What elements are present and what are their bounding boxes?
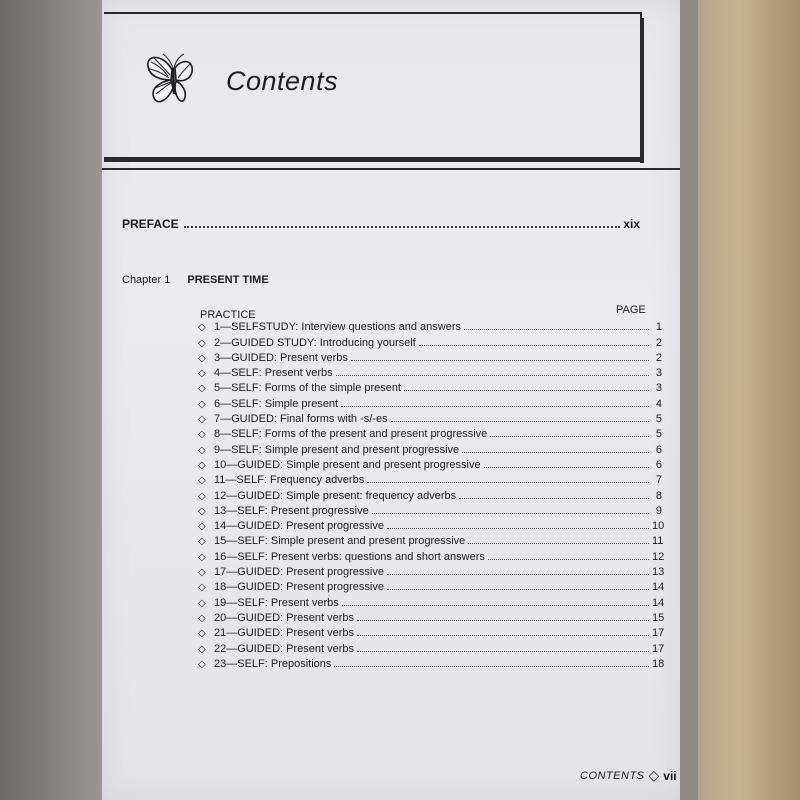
diamond-outline-icon: ◇ [198,612,206,624]
entry-page: 6 [655,458,662,471]
entry-page: 13 [652,566,665,579]
leader-dots [387,573,649,575]
list-item [198,318,662,333]
list-item [198,471,662,486]
preface-page: xix [623,217,640,231]
leader-dots [387,588,649,590]
book-page [102,0,680,800]
footer-page-number: vii [663,768,677,783]
diamond-outline-icon: ◇ [198,521,206,533]
leader-dots [367,481,649,483]
entry-page: 14 [652,596,665,609]
list-item [198,655,665,670]
list-item [198,578,665,594]
leader-dots [464,328,649,330]
entry-title: 8—SELF: Forms of the present and present progressive [214,428,488,441]
leader-dots [419,344,649,346]
entry-title: 11—SELF: Frequency adverbs [214,474,365,487]
diamond-outline-icon: ◇ [198,398,206,410]
entry-page: 4 [655,397,662,410]
entry-page: 5 [655,428,662,441]
diamond-outline-icon: ◇ [198,658,206,670]
entry-page: 18 [652,657,665,670]
list-item [198,410,662,425]
chapter-title: PRESENT TIME [187,274,269,286]
diamond-outline-icon: ◇ [198,429,206,441]
leader-dots [351,359,649,361]
header-box-shadow-bottom [104,157,644,162]
leader-dots [357,634,649,636]
list-item [198,532,662,547]
diamond-outline-icon: ◇ [198,628,206,640]
entry-page: 7 [655,474,662,487]
diamond-outline-icon: ◇ [198,459,206,471]
leader-dots [357,619,649,621]
list-item [198,639,665,655]
entry-page: 3 [655,382,662,395]
leader-dots [391,420,649,422]
entry-page: 5 [655,413,662,426]
entry-title: 22—GUIDED: Present verbs [214,642,354,655]
entry-page: 11 [652,535,664,548]
diamond-outline-icon: ◇ [198,352,206,364]
list-item [198,349,662,364]
leader-dots [184,225,621,228]
entry-title: 9—SELF: Simple present and present progressive [214,443,460,456]
entry-title: 17—GUIDED: Present progressive [214,566,384,579]
entry-title: 4—SELF: Present verbs [214,367,333,380]
preface-entry [122,213,640,231]
entry-page: 3 [655,367,662,380]
entry-page: 17 [652,642,665,655]
leader-dots [462,451,649,453]
diamond-outline-icon: ◇ [198,582,206,594]
entry-page: 1 [655,321,662,334]
list-item [198,593,665,609]
chapter-heading [122,274,269,286]
entry-page: 10 [652,520,665,533]
entry-title: 18—GUIDED: Present progressive [214,581,384,594]
entry-page: 15 [652,611,665,624]
leader-dots [334,665,649,667]
butterfly-icon [142,50,204,112]
diamond-outline-icon: ◇ [198,551,206,563]
diamond-outline-icon: ◇ [198,337,206,349]
diamond-outline-icon: ◇ [198,383,206,395]
entry-title: 3—GUIDED: Present verbs [214,351,348,364]
list-item [198,563,665,579]
page-footer [580,767,677,784]
leader-dots [488,558,649,560]
entry-title: 6—SELF: Simple present [214,397,339,410]
leader-dots [484,466,649,468]
list-item [198,502,662,517]
page-title: Contents [226,66,339,96]
page-column-header: PAGE [616,304,646,316]
diamond-outline-icon: ◇ [198,368,206,380]
diamond-outline-icon: ◇ [198,444,206,456]
leader-dots [372,512,649,514]
diamond-outline-icon: ◇ [198,414,206,426]
entry-title: 15—SELF: Simple present and present progressive [214,535,466,548]
entry-page: 2 [655,336,662,349]
entry-page: 9 [655,504,662,517]
diamond-outline-icon: ◇ [198,475,206,487]
diamond-outline-icon: ◇ [198,322,206,334]
leader-dots [341,405,649,407]
entry-title: 1—SELFSTUDY: Interview questions and answers [214,321,462,334]
leader-dots [387,527,649,529]
practice-column-header: PRACTICE [200,309,256,321]
chapter-number: Chapter 1 [122,274,171,286]
leader-dots [468,542,649,544]
entry-title: 16—SELF: Present verbs: questions and short answers [214,550,485,563]
leader-dots [404,389,649,391]
list-item [198,440,662,455]
entry-title: 7—GUIDED: Final forms with -s/-es [214,413,388,426]
leader-dots [459,497,649,499]
leader-dots [336,374,649,376]
entry-title: 13—SELF: Present progressive [214,504,369,517]
list-item [198,609,665,624]
preface-label: PREFACE [122,217,179,231]
leader-dots [357,650,649,652]
practice-list [198,318,665,670]
entry-page: 8 [655,489,662,502]
diamond-outline-icon: ◇ [198,490,206,502]
header-box-shadow [640,18,644,163]
entry-title: 23—SELF: Prepositions [214,657,332,670]
entry-page: 12 [652,550,665,563]
diamond-outline-icon: ◇ [648,767,660,783]
list-item [198,425,662,440]
list-item [198,486,662,501]
list-item [198,333,662,348]
entry-page: 6 [655,443,662,456]
diamond-outline-icon: ◇ [198,505,206,517]
entry-title: 21—GUIDED: Present verbs [214,627,354,640]
background-right [698,0,800,800]
list-item [198,379,662,394]
leader-dots [490,435,649,437]
diamond-outline-icon: ◇ [198,597,206,609]
diamond-outline-icon: ◇ [198,643,206,655]
list-item [198,456,662,471]
leader-dots [342,604,649,606]
diamond-outline-icon: ◇ [198,536,206,548]
header-rule [102,168,680,170]
entry-title: 12—GUIDED: Simple present: frequency adverbs [214,489,457,502]
diamond-outline-icon: ◇ [198,567,206,579]
entry-title: 20—GUIDED: Present verbs [214,611,354,624]
list-item [198,624,665,640]
entry-page: 2 [655,351,662,364]
entry-title: 10—GUIDED: Simple present and present progressive [214,458,481,471]
entry-page: 14 [652,581,665,594]
entry-title: 2—GUIDED STUDY: Introducing yourself [214,336,416,349]
entry-page: 17 [652,627,665,640]
entry-title: 5—SELF: Forms of the simple present [214,382,402,395]
background-left [0,0,102,800]
list-item [198,394,662,409]
entry-title: 19—SELF: Present verbs [214,596,339,609]
list-item [198,364,662,379]
entry-title: 14—GUIDED: Present progressive [214,520,384,533]
list-item [198,517,665,533]
footer-label: CONTENTS [580,769,645,782]
list-item [198,547,665,563]
